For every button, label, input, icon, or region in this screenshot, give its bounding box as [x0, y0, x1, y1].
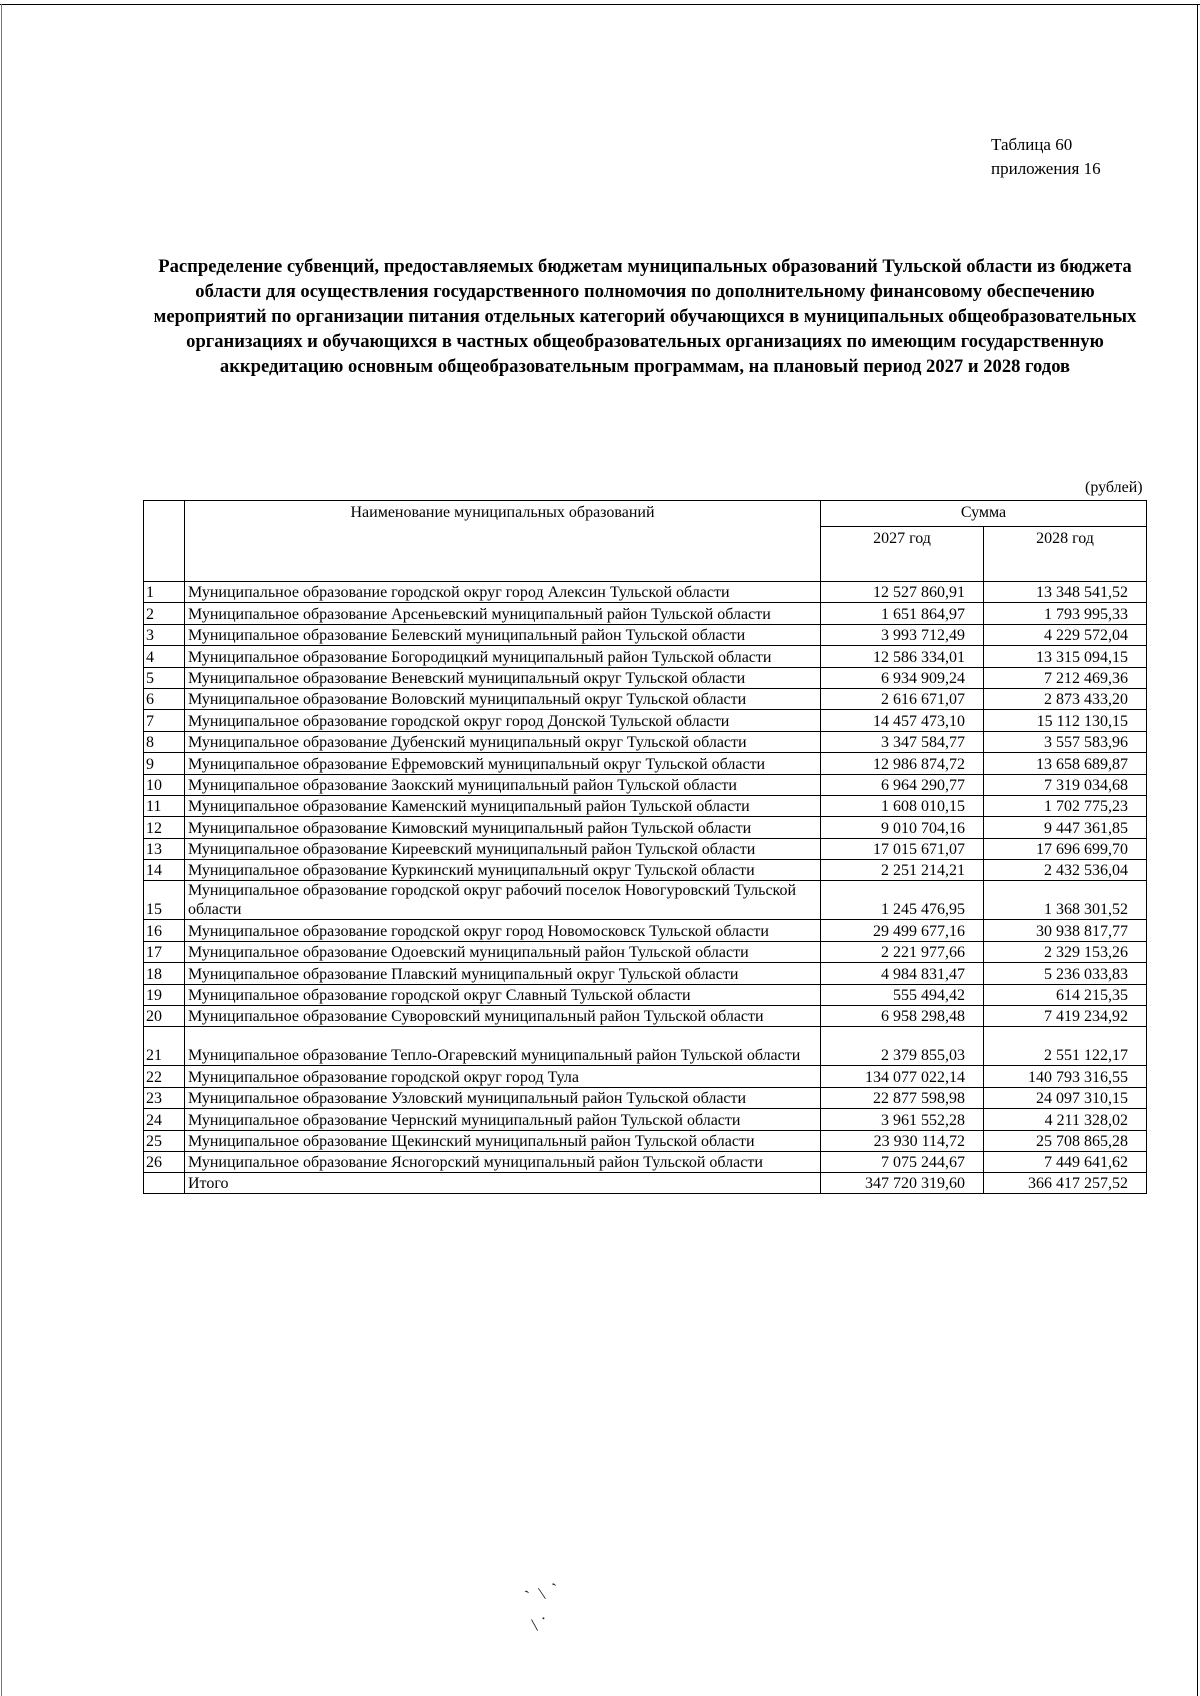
total-amount-2027: 347 720 319,60	[821, 1173, 984, 1194]
annex-appendix-number: приложения 16	[991, 159, 1101, 178]
table-row	[144, 984, 1147, 1005]
table-row	[144, 817, 1147, 838]
table-row	[144, 838, 1147, 859]
page-border-right	[1197, 4, 1198, 1696]
municipality-name: Муниципальное образование Белевский муниципальный район Тульской области	[185, 624, 821, 645]
amount-2028: 13 315 094,15	[984, 646, 1147, 667]
row-number: 1	[144, 582, 185, 603]
amount-2027: 134 077 022,14	[821, 1066, 984, 1087]
amount-2027: 12 527 860,91	[821, 582, 984, 603]
amount-2028: 1 368 301,52	[984, 881, 1147, 920]
row-number: 25	[144, 1130, 185, 1151]
amount-2027: 1 608 010,15	[821, 795, 984, 816]
municipality-name: Муниципальное образование Богородицкий муниципальный район Тульской области	[185, 646, 821, 667]
header-year-2028: 2028 год	[984, 527, 1147, 582]
amount-2027: 23 930 114,72	[821, 1130, 984, 1151]
amount-2027: 2 379 855,03	[821, 1027, 984, 1066]
row-number: 10	[144, 774, 185, 795]
amount-2027: 6 958 298,48	[821, 1006, 984, 1027]
table-row	[144, 667, 1147, 688]
amount-2028: 13 658 689,87	[984, 753, 1147, 774]
amount-2028: 4 211 328,02	[984, 1109, 1147, 1130]
row-number: 4	[144, 646, 185, 667]
amount-2027: 7 075 244,67	[821, 1151, 984, 1172]
amount-2027: 14 457 473,10	[821, 710, 984, 731]
municipality-name: Муниципальное образование Ясногорский муниципальный район Тульской области	[185, 1151, 821, 1172]
table-body	[144, 501, 1147, 1194]
header-sum-cell: Сумма	[821, 501, 1147, 527]
amount-2027: 22 877 598,98	[821, 1087, 984, 1108]
row-number: 23	[144, 1087, 185, 1108]
municipality-name: Муниципальное образование Воловский муниципальный округ Тульской области	[185, 688, 821, 709]
row-number: 2	[144, 603, 185, 624]
municipality-name: Муниципальное образование Кимовский муниципальный район Тульской области	[185, 817, 821, 838]
amount-2027: 1 651 864,97	[821, 603, 984, 624]
municipality-name: Муниципальное образование Каменский муниципальный район Тульской области	[185, 795, 821, 816]
units-label: (рублей)	[1085, 479, 1143, 496]
municipality-name: Муниципальное образование городской округ Славный Тульской области	[185, 984, 821, 1005]
municipality-name: Муниципальное образование Тепло-Огаревский муниципальный район Тульской области	[185, 1027, 821, 1066]
amount-2027: 6 934 909,24	[821, 667, 984, 688]
amount-2028: 2 873 433,20	[984, 688, 1147, 709]
row-number: 18	[144, 963, 185, 984]
handwritten-mark-lower: \ ˙	[530, 1612, 550, 1636]
row-number: 19	[144, 984, 185, 1005]
table-row	[144, 603, 1147, 624]
amount-2028: 5 236 033,83	[984, 963, 1147, 984]
row-number: 13	[144, 838, 185, 859]
amount-2027: 12 586 334,01	[821, 646, 984, 667]
amount-2028: 25 708 865,28	[984, 1130, 1147, 1151]
row-number: 5	[144, 667, 185, 688]
annex-reference	[991, 133, 1101, 181]
row-number: 15	[144, 881, 185, 920]
header-year-2027: 2027 год	[821, 527, 984, 582]
total-row	[144, 1173, 1147, 1194]
amount-2027: 6 964 290,77	[821, 774, 984, 795]
municipality-name: Муниципальное образование Чернский муниципальный район Тульской области	[185, 1109, 821, 1130]
amount-2028: 140 793 316,55	[984, 1066, 1147, 1087]
table-row	[144, 774, 1147, 795]
total-amount-2028: 366 417 257,52	[984, 1173, 1147, 1194]
municipality-name: Муниципальное образование Арсеньевский муниципальный район Тульской области	[185, 603, 821, 624]
row-number: 24	[144, 1109, 185, 1130]
amount-2027: 1 245 476,95	[821, 881, 984, 920]
amount-2027: 9 010 704,16	[821, 817, 984, 838]
amount-2027: 2 251 214,21	[821, 860, 984, 881]
municipality-name: Муниципальное образование Дубенский муниципальный округ Тульской области	[185, 731, 821, 752]
row-number: 6	[144, 688, 185, 709]
municipality-name: Муниципальное образование городской округ рабочий поселок Новогуровский Тульской области	[185, 881, 821, 920]
table-row	[144, 1087, 1147, 1108]
amount-2027: 2 221 977,66	[821, 941, 984, 962]
page-border-top	[0, 4, 1200, 5]
table-row	[144, 688, 1147, 709]
document-title: Распределение субвенций, предоставляемых бюджетам муниципальных образований Тульской области из бюджета области для осуществления государственного полномочия по дополнительному финансовому обеспечению мероприятий по организации питания отдельных категорий обучающихся в муниципальных общеобразовательных организациях и обучающихся в частных общеобразовательных организациях по имеющим государственную аккредитацию основным общеобразовательным программам, на плановый период 2027 и 2028 годов	[153, 256, 1137, 377]
row-number: 21	[144, 1027, 185, 1066]
amount-2028: 2 329 153,26	[984, 941, 1147, 962]
amount-2028: 2 432 536,04	[984, 860, 1147, 881]
table-row	[144, 920, 1147, 941]
table-row	[144, 753, 1147, 774]
amount-2028: 17 696 699,70	[984, 838, 1147, 859]
table-row	[144, 1027, 1147, 1066]
amount-2028: 7 212 469,36	[984, 667, 1147, 688]
table-row	[144, 582, 1147, 603]
handwritten-mark: ` \ `	[522, 1578, 563, 1608]
row-number: 11	[144, 795, 185, 816]
table-row	[144, 1006, 1147, 1027]
row-number: 17	[144, 941, 185, 962]
table-row	[144, 941, 1147, 962]
row-number: 9	[144, 753, 185, 774]
row-number: 22	[144, 1066, 185, 1087]
amount-2027: 29 499 677,16	[821, 920, 984, 941]
amount-2027: 12 986 874,72	[821, 753, 984, 774]
municipality-name: Муниципальное образование Суворовский муниципальный район Тульской области	[185, 1006, 821, 1027]
amount-2028: 24 097 310,15	[984, 1087, 1147, 1108]
municipality-name: Муниципальное образование городской округ город Алексин Тульской области	[185, 582, 821, 603]
table-row	[144, 1130, 1147, 1151]
annex-table-number: Таблица 60	[991, 135, 1073, 154]
header-number-cell	[144, 501, 185, 582]
amount-2028: 7 319 034,68	[984, 774, 1147, 795]
table-row	[144, 646, 1147, 667]
amount-2028: 7 419 234,92	[984, 1006, 1147, 1027]
amount-2027: 4 984 831,47	[821, 963, 984, 984]
row-number: 12	[144, 817, 185, 838]
amount-2028: 9 447 361,85	[984, 817, 1147, 838]
total-label: Итого	[185, 1173, 821, 1194]
table-row	[144, 1151, 1147, 1172]
amount-2027: 17 015 671,07	[821, 838, 984, 859]
table-row	[144, 624, 1147, 645]
table-row	[144, 881, 1147, 920]
table-row	[144, 860, 1147, 881]
header-row	[144, 501, 1147, 527]
table-row	[144, 795, 1147, 816]
amount-2027: 3 993 712,49	[821, 624, 984, 645]
municipality-name: Муниципальное образование Ефремовский муниципальный округ Тульской области	[185, 753, 821, 774]
amount-2028: 7 449 641,62	[984, 1151, 1147, 1172]
amount-2028: 30 938 817,77	[984, 920, 1147, 941]
amount-2028: 13 348 541,52	[984, 582, 1147, 603]
municipality-name: Муниципальное образование городской округ город Донской Тульской области	[185, 710, 821, 731]
amount-2028: 1 702 775,23	[984, 795, 1147, 816]
amount-2027: 555 494,42	[821, 984, 984, 1005]
municipality-name: Муниципальное образование Узловский муниципальный район Тульской области	[185, 1087, 821, 1108]
amount-2028: 614 215,35	[984, 984, 1147, 1005]
amount-2028: 2 551 122,17	[984, 1027, 1147, 1066]
table-row	[144, 731, 1147, 752]
subvention-table	[143, 500, 1147, 1194]
amount-2027: 2 616 671,07	[821, 688, 984, 709]
amount-2028: 1 793 995,33	[984, 603, 1147, 624]
table-row	[144, 1066, 1147, 1087]
row-number: 16	[144, 920, 185, 941]
amount-2028: 4 229 572,04	[984, 624, 1147, 645]
municipality-name: Муниципальное образование Киреевский муниципальный район Тульской области	[185, 838, 821, 859]
row-number: 7	[144, 710, 185, 731]
row-number: 8	[144, 731, 185, 752]
total-number-cell	[144, 1173, 185, 1194]
table-row	[144, 1109, 1147, 1130]
row-number: 26	[144, 1151, 185, 1172]
page-border-left	[1, 4, 2, 1696]
amount-2027: 3 347 584,77	[821, 731, 984, 752]
municipality-name: Муниципальное образование городской округ город Тула	[185, 1066, 821, 1087]
municipality-name: Муниципальное образование Щекинский муниципальный район Тульской области	[185, 1130, 821, 1151]
amount-2028: 15 112 130,15	[984, 710, 1147, 731]
table-row	[144, 963, 1147, 984]
row-number: 3	[144, 624, 185, 645]
municipality-name: Муниципальное образование Одоевский муниципальный район Тульской области	[185, 941, 821, 962]
municipality-name: Муниципальное образование городской округ город Новомосковск Тульской области	[185, 920, 821, 941]
amount-2028: 3 557 583,96	[984, 731, 1147, 752]
row-number: 14	[144, 860, 185, 881]
table-row	[144, 710, 1147, 731]
municipality-name: Муниципальное образование Плавский муниципальный округ Тульской области	[185, 963, 821, 984]
row-number: 20	[144, 1006, 185, 1027]
municipality-name: Муниципальное образование Веневский муниципальный округ Тульской области	[185, 667, 821, 688]
amount-2027: 3 961 552,28	[821, 1109, 984, 1130]
municipality-name: Муниципальное образование Заокский муниципальный район Тульской области	[185, 774, 821, 795]
municipality-name: Муниципальное образование Куркинский муниципальный округ Тульской области	[185, 860, 821, 881]
header-name-cell: Наименование муниципальных образований	[185, 501, 821, 582]
